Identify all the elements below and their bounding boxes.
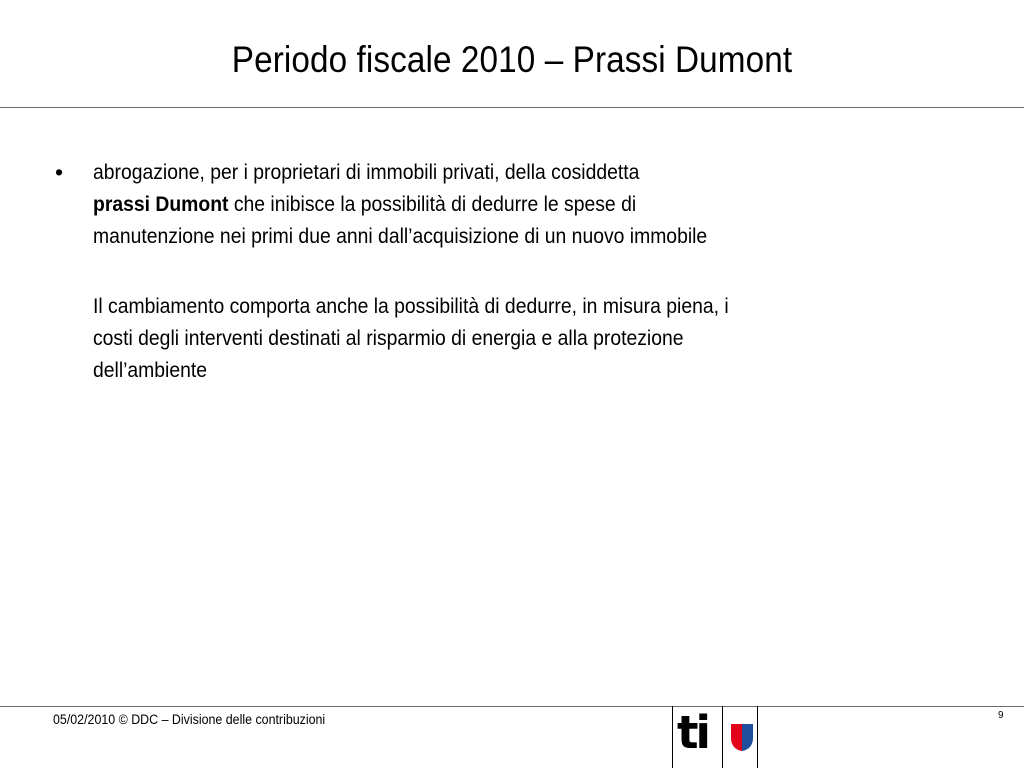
paragraph-line: costi degli interventi destinati al risparmio di energia e alla protezione: [93, 326, 684, 350]
logo-divider-left: [672, 706, 673, 768]
paragraph-line: Il cambiamento comporta anche la possibilità di dedurre, in misura piena, i: [93, 294, 729, 318]
continuation-paragraph: [93, 290, 885, 386]
bullet-paragraph: [93, 156, 885, 252]
paragraph-line: manutenzione nei primi due anni dall’acquisizione di un nuovo immobile: [93, 224, 708, 248]
paragraph-line: dell’ambiente: [93, 358, 208, 382]
paragraph-line: abrogazione, per i proprietari di immobili privati, della cosiddetta: [93, 160, 640, 184]
bullet-marker: •: [55, 159, 64, 185]
ticino-shield-icon: [730, 723, 754, 753]
footer-text: 05/02/2010 © DDC – Divisione delle contribuzioni: [53, 712, 326, 727]
slide-title: Periodo fiscale 2010 – Prassi Dumont: [231, 39, 793, 80]
logo-divider-right: [757, 706, 758, 768]
paragraph-line: [93, 188, 885, 220]
paragraph-text: che inibisce la possibilità di dedurre le spese di: [228, 192, 637, 216]
logo-text: ti: [677, 706, 708, 759]
footer-divider: [0, 706, 1024, 707]
emphasis-text: prassi Dumont: [93, 192, 229, 216]
ticino-logo: [672, 706, 758, 768]
logo-divider-middle: [722, 706, 723, 768]
page-number: 9: [998, 710, 1004, 721]
